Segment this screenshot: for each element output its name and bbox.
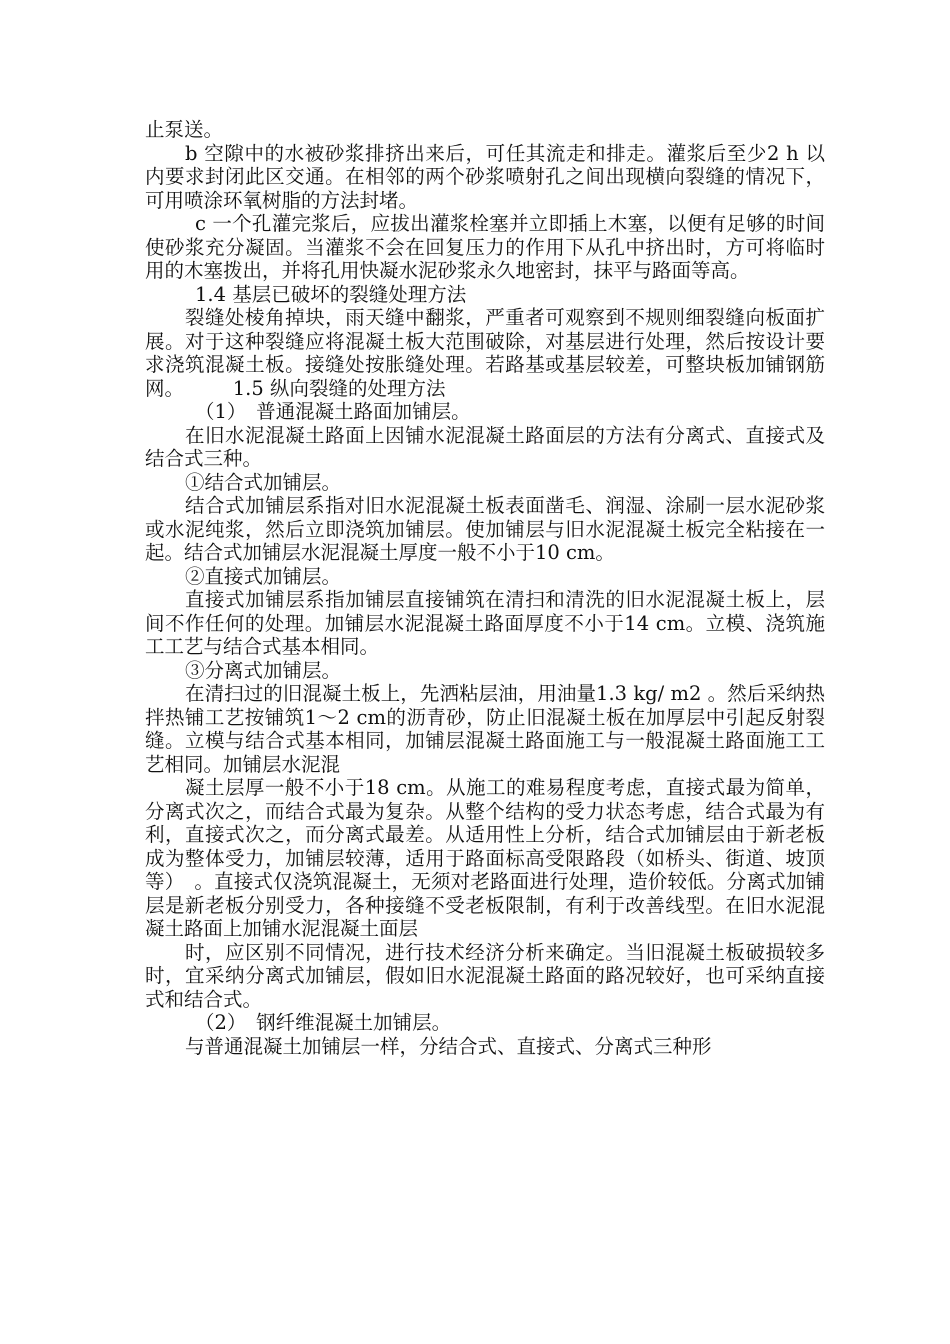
paragraph: 直接式加铺层系指加铺层直接铺筑在清扫和清洗的旧水泥混凝土板上，层间不作任何的处理。加铺层水泥混凝土路面厚度不小于14 cm。立模、浇筑施工工艺与结合式基本相同。 (145, 588, 825, 658)
paragraph: 时，应区别不同情况，进行技术经济分析来确定。当旧混凝土板破损较多时，宜采纳分离式加铺层，假如旧水泥混凝土路面的路况较好，也可采纳直接式和结合式。 (145, 940, 825, 1011)
paragraph: 结合式加铺层系指对旧水泥混凝土板表面凿毛、润湿、涂刷一层水泥砂浆或水泥纯浆，然后立即浇筑加铺层。使加铺层与旧水泥混凝土板完全粘接在一起。结合式加铺层水泥混凝土厚度一般不小于10 cm。 (145, 494, 825, 564)
subsection-heading: （2） 钢纤维混凝土加铺层。 (195, 1011, 452, 1034)
paragraph: 与普通混凝土加铺层一样，分结合式、直接式、分离式三种形 (185, 1034, 712, 1058)
list-item-heading: ②直接式加铺层。 (185, 564, 342, 588)
paragraph: c 一个孔灌完浆后，应拔出灌浆栓塞并立即插上木塞，以便有足够的时间使砂浆充分凝固。当灌浆不会在回复压力的作用下从孔中挤出时，方可将临时用的木塞拨出，并将孔用快凝水泥砂浆永久地密封，抹平与路面等高。 (145, 212, 825, 282)
subsection-heading: （1） 普通混凝土路面加铺层。 (195, 400, 471, 423)
list-item-heading: ③分离式加铺层。 (185, 658, 342, 682)
paragraph: 在清扫过的旧混凝土板上，先洒粘层油，用油量1.3 kg/ m2 。然后采纳热拌热铺工艺按铺筑1～2 cm的沥青砂，防止旧混凝土板在加厚层中引起反射裂缝。立模与结合式基本相同，加铺层混凝土路面施工与一般混凝土路面施工工艺相同。加铺层水泥混 (145, 682, 825, 776)
list-item-heading: ①结合式加铺层。 (185, 470, 342, 494)
paragraph: b 空隙中的水被砂浆排挤出来后，可任其流走和排走。灌浆后至少2 h 以内要求封闭此区交通。在相邻的两个砂浆喷射孔之间出现横向裂缝的情况下，可用喷涂环氧树脂的方法封堵。 (145, 141, 825, 212)
paragraph: 凝土层厚一般不小于18 cm。从施工的难易程度考虑，直接式最为简单，分离式次之，而结合式最为复杂。从整个结构的受力状态考虑，结合式最为有利，直接式次之，而分离式最差。从适用性上分析，结合式加铺层由于新老板成为整体受力，加铺层较薄，适用于路面标高受限路段（如桥头、街道、坡顶等） 。直接式仅浇筑混凝土，无须对老路面进行处理，造价较低。分离式加铺层是新老板分别受力，各种接缝不受老板限制，有利于改善线型。在旧水泥混凝土路面上加铺水泥混凝土面层 (145, 776, 825, 940)
section-heading: 1.4 基层已破坏的裂缝处理方法 (195, 282, 467, 306)
document-body (145, 118, 825, 1058)
paragraph: 裂缝处棱角掉块，雨天缝中翻浆，严重者可观察到不规则细裂缝向板面扩展。对于这种裂缝应将混凝土板大范围破除，对基层进行处理，然后按设计要求浇筑混凝土板。接缝处按胀缝处理。若路基或基层较差，可整块板加铺钢筋网。 1.5 纵向裂缝的处理方法 (145, 306, 825, 400)
paragraph: 在旧水泥混凝土路面上因铺水泥混凝土路面层的方法有分离式、直接式及结合式三种。 (145, 423, 825, 470)
paragraph: 止泵送。 (145, 118, 224, 141)
